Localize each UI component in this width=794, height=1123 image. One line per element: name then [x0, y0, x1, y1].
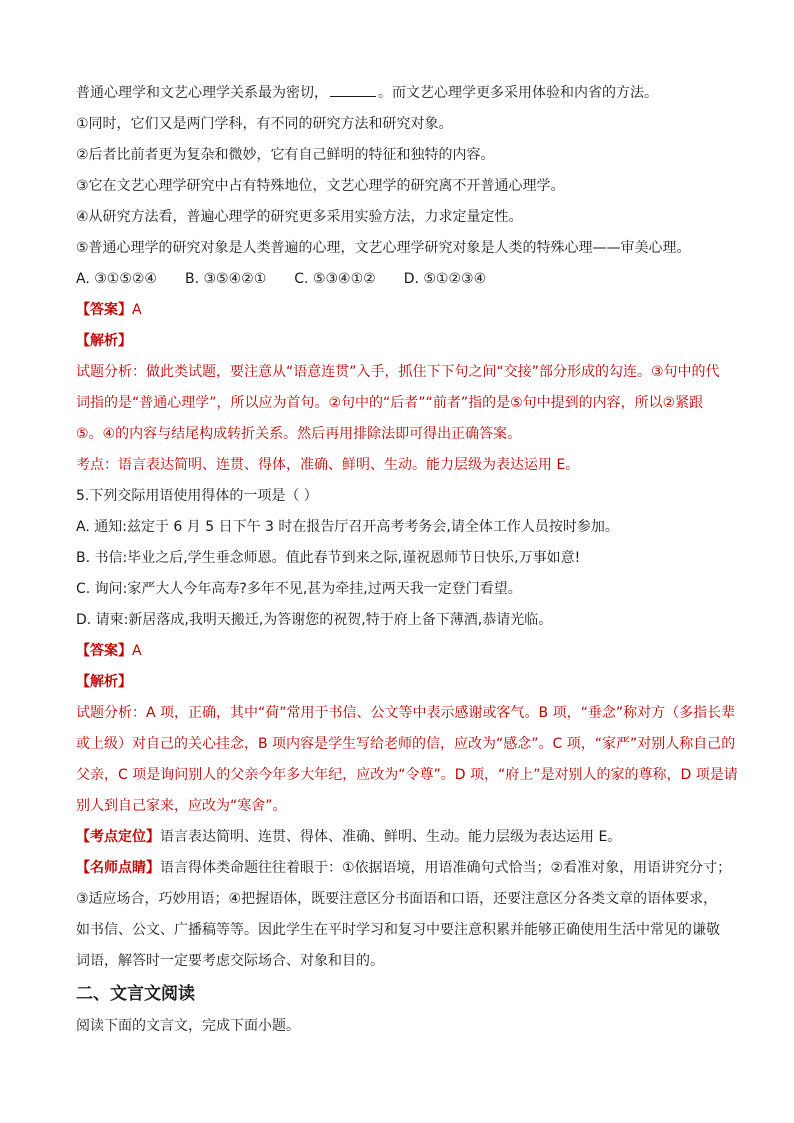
dianjing-label: 【名师点睛】	[76, 860, 160, 876]
q4-option-c: C. ⑤③④①②	[294, 271, 376, 287]
q4-answer	[76, 295, 728, 326]
fill-blank	[330, 84, 376, 97]
q5-dianjing-line-4: 词语，解答时一定要考虑交际场合、对象和目的。	[76, 953, 384, 969]
q5-stem: 5.下列交际用语使用得体的一项是（ ）	[76, 488, 318, 504]
answer-label: 【答案】	[76, 643, 132, 659]
document-page	[76, 78, 738, 1042]
q5-analysis-line-3: 父亲，C 项是询问别人的父亲今年多大年纪，应改为“令尊”。D 项，“府上”是对别人的家的尊称，D 项是请	[76, 767, 738, 783]
q4-stem	[76, 78, 728, 109]
q5-option-a: A. 通知:兹定于 6 月 5 日下午 3 时在报告厅召开高考考务会,请全体工作人员按时参加。	[76, 519, 619, 535]
q4-sentence-2: ②后者比前者更为复杂和微妙，它有自己鲜明的特征和独特的内容。	[76, 147, 495, 163]
q4-option-a: A. ③①⑤②④	[76, 271, 157, 287]
analysis-label: 【解析】	[76, 674, 132, 690]
q4-sentence-4: ④从研究方法看，普遍心理学的研究更多采用实验方法，力求定量定性。	[76, 209, 523, 225]
q4-stem-part2: 。而文艺心理学更多采用体验和内省的方法。	[378, 85, 658, 101]
kaodian-text: 语言表达简明、连贯、得体、准确、鲜明、生动。能力层级为表达运用 E。	[160, 829, 622, 845]
q4-analysis-line-2: 词指的是“普通心理学”，所以应为首句。②句中的“后者”“前者”指的是⑤句中提到的内容，所以②紧跟	[76, 395, 704, 411]
dianjing-text: 语言得体类命题往往着眼于：①依据语境，用语准确句式恰当；②看准对象，用语讲究分寸；	[160, 860, 732, 876]
q5-option-d: D. 请柬:新居落成,我明天搬迁,为答谢您的祝贺,特于府上备下薄酒,恭请光临。	[76, 612, 553, 628]
q4-analysis-line-3: ⑤。④的内容与结尾构成转折关系。然后再用排除法即可得出正确答案。	[76, 426, 522, 442]
q5-dianjing-line-2: ③适应场合，巧妙用语；④把握语体，既要注意区分书面语和口语，还要注意区分各类文章的语体要求，	[76, 891, 718, 907]
q4-analysis-line-1: 试题分析：做此类试题，要注意从“语意连贯”入手，抓住下下句之间“交接”部分形成的勾连。③句中的代	[76, 364, 720, 380]
q4-option-d: D. ⑤①②③④	[403, 271, 487, 287]
q5-analysis-line-1: 试题分析：A 项，正确，其中“荷”常用于书信、公文等中表示感谢或客气。B 项，“垂念”称对方（多指长辈	[76, 705, 736, 721]
q5-analysis-label	[76, 667, 728, 698]
answer-value: A	[132, 302, 142, 318]
q5-kaodian	[76, 822, 728, 853]
section-instruction: 阅读下面的文言文，完成下面小题。	[76, 1018, 300, 1034]
q4-sentence-3: ③它在文艺心理学研究中占有特殊地位，文艺心理学的研究离不开普通心理学。	[76, 178, 565, 194]
q4-kaodian: 考点：语言表达简明、连贯、得体，准确、鲜明、生动。能力层级为表达运用 E。	[76, 457, 580, 473]
q4-stem-part1: 普通心理学和文艺心理学关系最为密切，	[76, 85, 328, 101]
q5-answer	[76, 636, 728, 667]
answer-label: 【答案】	[76, 302, 132, 318]
section-heading: 二、文言文阅读	[76, 984, 195, 1004]
q5-dianjing-line-1	[76, 853, 732, 884]
q4-sentence-1: ①同时，它们又是两门学科，有不同的研究方法和研究对象。	[76, 116, 453, 132]
q5-dianjing-line-3: 如书信、公文、广播稿等等。因此学生在平时学习和复习中要注意积累并能够正确使用生活中常见的谦敬	[76, 922, 720, 938]
q4-sentence-5: ⑤普通心理学的研究对象是人类普遍的心理，文艺心理学研究对象是人类的特殊心理——审美心理。	[76, 240, 691, 256]
kaodian-label: 【考点定位】	[76, 829, 160, 845]
answer-value: A	[132, 643, 142, 659]
q4-options	[76, 264, 728, 295]
analysis-label: 【解析】	[76, 333, 132, 349]
q5-analysis-line-4: 别人到自己家来，应改为“寒舍”。	[76, 798, 287, 814]
q5-option-c: C. 询问:家严大人今年高寿?多年不见,甚为牵挂,过两天我一定登门看望。	[76, 581, 522, 597]
q5-analysis-line-2: 或上级）对自己的关心挂念，B 项内容是学生写给老师的信，应改为“感念”。C 项，“家严”对别人称自己的	[76, 736, 736, 752]
q5-option-b: B. 书信:毕业之后,学生垂念师恩。值此春节到来之际,谨祝恩师节日快乐,万事如意!	[76, 550, 581, 566]
q4-analysis-label	[76, 326, 728, 357]
q4-option-b: B. ③⑤④②①	[185, 271, 267, 287]
